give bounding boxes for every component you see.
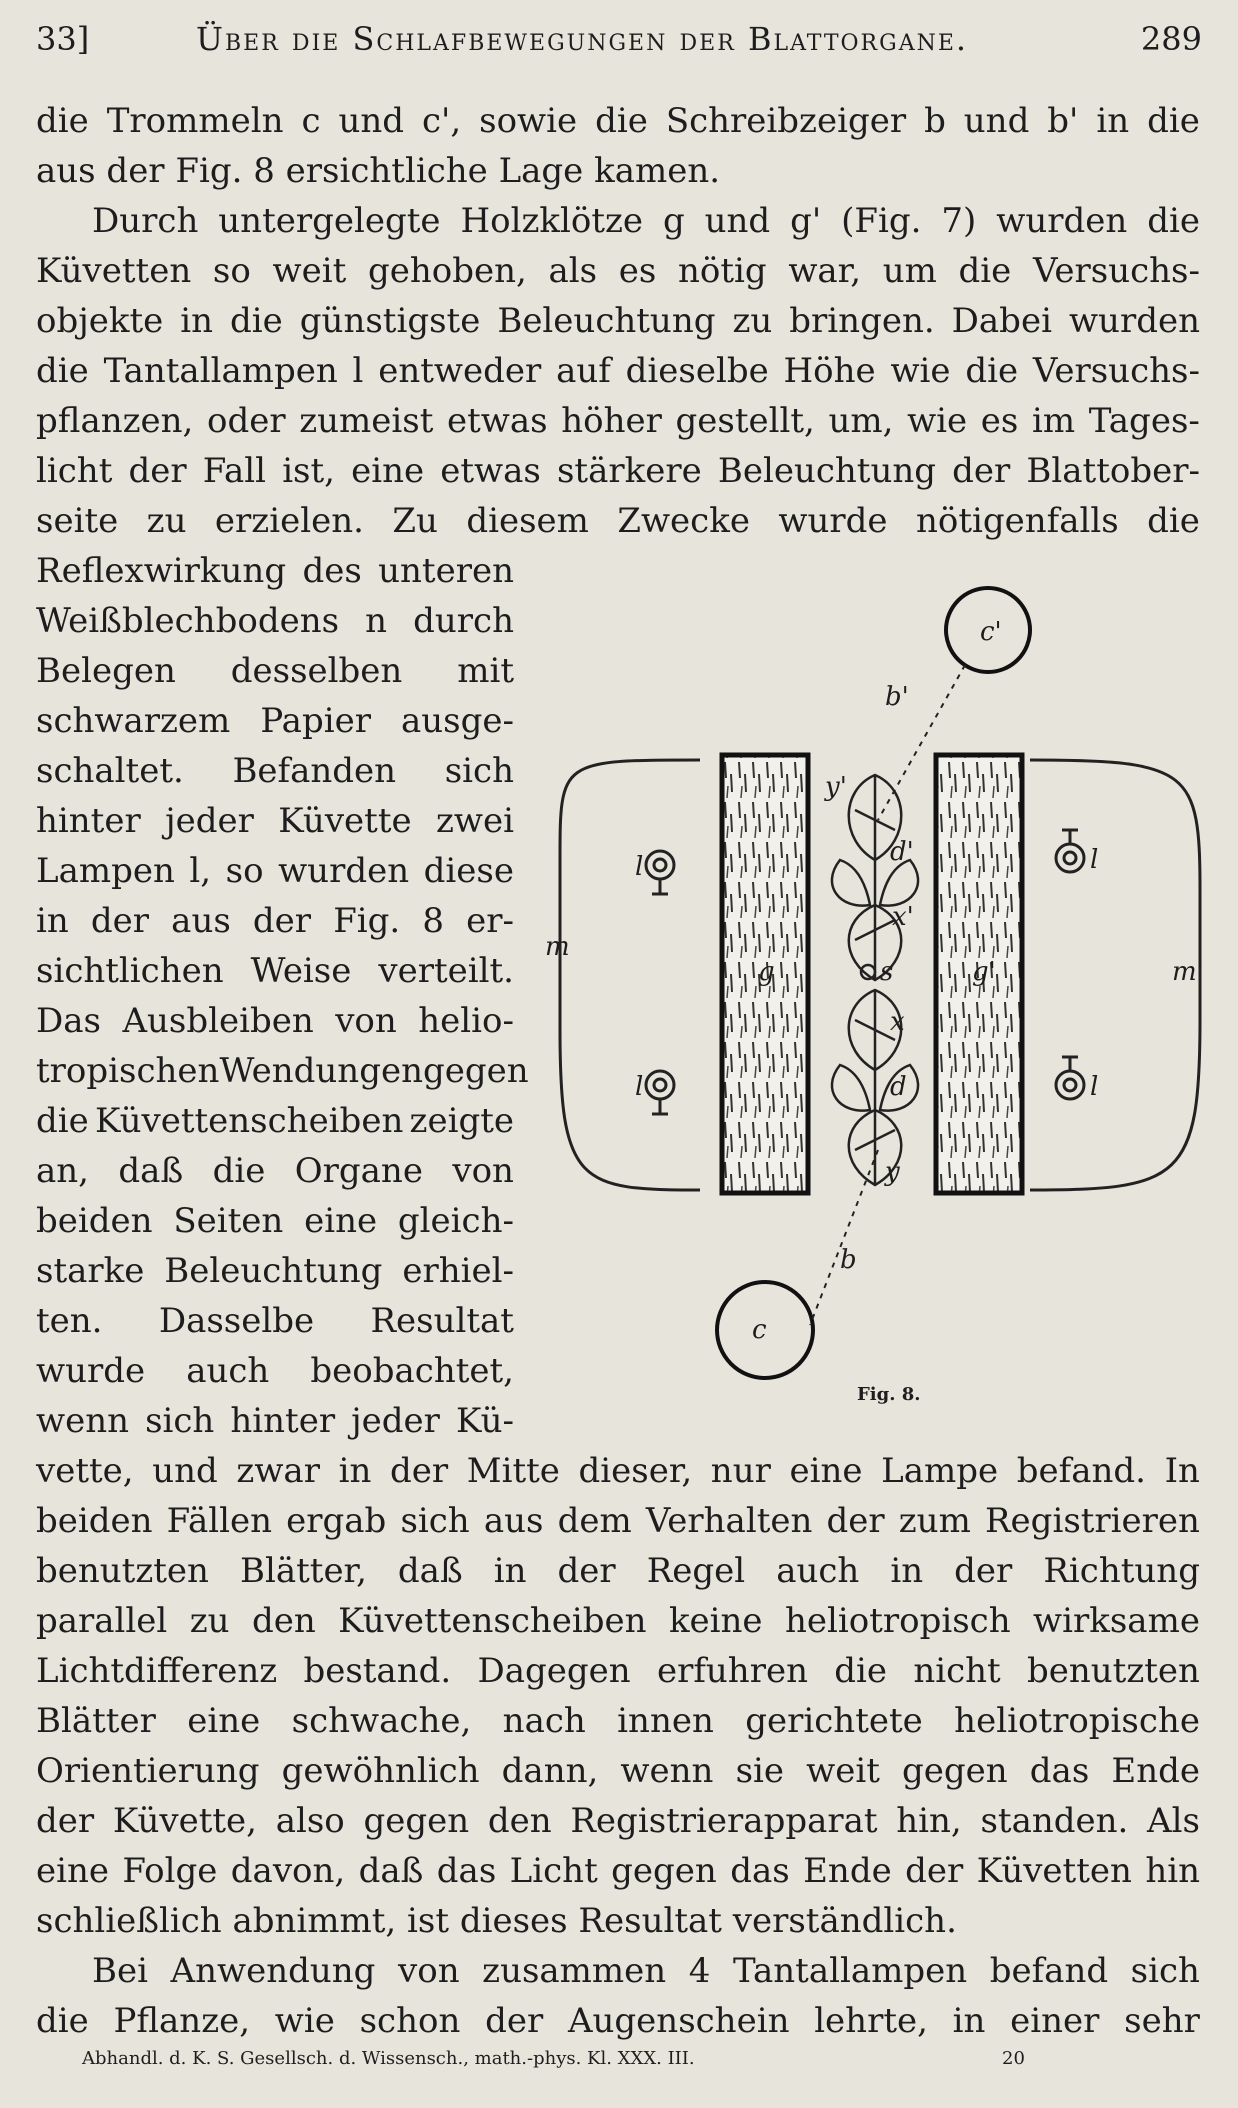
label-y-prime: y' [825,772,847,802]
label-g-prime: g' [972,957,996,987]
text-line: Das Ausbleiben von helio- [36,1001,514,1041]
label-l: l [635,852,644,882]
running-title: Über die Schlafbewegungen der Blattorgane. [196,20,969,58]
text-line: schwarzem Papier ausge- [36,701,514,741]
text-line: seite zu erzielen. Zu diesem Zwecke wurde nötigenfalls die [36,501,1200,541]
text-line: vette, und zwar in der Mitte dieser, nur eine Lampe befand. In [36,1451,1200,1491]
text-line: wenn sich hinter jeder Kü- [36,1401,514,1441]
label-g: g [758,957,775,987]
text-line: aus der Fig. 8 ersichtliche Lage kamen. [36,151,721,191]
running-header [36,20,1202,70]
text-line: die Trommeln c und c', sowie die Schreibzeiger b und b' in die [36,101,1200,141]
label-l: l [635,1072,644,1102]
section-number: 33] [36,20,90,58]
label-c: c [752,1315,767,1345]
label-b: b [840,1245,857,1275]
figure-caption: Fig. 8. [857,1384,921,1405]
label-y: y [885,1157,900,1187]
label-m: m [545,932,570,962]
text-line: benutzten Blätter, daß in der Regel auch in der Richtung [36,1551,1200,1591]
text-line: die Pflanze, wie schon der Augenschein lehrte, in einer sehr [36,2001,1200,2041]
text-line: Weißblechbodens n durch [36,601,514,641]
text-line: hinter jeder Küvette zwei [36,801,514,841]
text-line: Reflexwirkung des unteren [36,551,514,591]
page-number: 289 [1140,20,1202,58]
page-footer [82,2048,1025,2069]
label-x-prime: x' [892,902,914,932]
label-x: x [890,1007,905,1037]
pointer-b [810,1150,878,1325]
label-b-prime: b' [885,682,909,712]
text-line: Bei Anwendung von zusammen 4 Tantallampen befand sich [92,1951,1200,1991]
text-line: ten. Dasselbe Resultat [36,1301,514,1341]
text-line: Belegen desselben mit [36,651,514,691]
label-d-prime: d' [890,837,914,867]
label-l: l [1090,1072,1099,1102]
text-line: beiden Fällen ergab sich aus dem Verhalten der zum Registrieren [36,1501,1200,1541]
figure-8-diagram [540,560,1220,1420]
text-line: Blätter eine schwache, nach innen gerichtete heliotropische [36,1701,1200,1741]
label-c-prime: c' [980,617,1002,647]
text-line: Lichtdifferenz bestand. Dagegen erfuhren die nicht benutzten [36,1651,1200,1691]
text-line: in der aus der Fig. 8 er- [36,901,514,941]
label-m-prime: m' [1172,957,1204,987]
text-line: Orientierung gewöhnlich dann, wenn sie weit gegen das Ende [36,1751,1200,1791]
text-line: schaltet. Befanden sich [36,751,514,791]
text-line: die Tantallampen l entweder auf dieselbe Höhe wie die Versuchs- [36,351,1200,391]
text-line: parallel zu den Küvettenscheiben keine heliotropisch wirksame [36,1601,1200,1641]
text-line: sichtlichen Weise verteilt. [36,951,514,991]
text-line: tropischen Wendungen gegen [36,1051,529,1091]
signature-number: 20 [1002,2048,1025,2069]
text-line: objekte in die günstigste Beleuchtung zu bringen. Dabei wurden [36,301,1200,341]
text-line: wurde auch beobachtet, [36,1351,514,1391]
text-line: eine Folge davon, daß das Licht gegen das Ende der Küvetten hin [36,1851,1200,1891]
text-line: der Küvette, also gegen den Registrierapparat hin, standen. Als [36,1801,1200,1841]
label-d: d [890,1072,907,1102]
text-line: Durch untergelegte Holzklötze g und g' (Fig. 7) wurden die [92,201,1200,241]
tray-left-outline [560,760,700,1190]
footer-citation: Abhandl. d. K. S. Gesellsch. d. Wissensch., math.-phys. Kl. XXX. III. [82,2048,695,2069]
plant-leaves-top [832,775,918,980]
text-line: an, daß die Organe von [36,1151,514,1191]
label-l: l [1090,845,1099,875]
text-line: starke Beleuchtung erhiel- [36,1251,514,1291]
text-line: Küvetten so weit gehoben, als es nötig war, um die Versuchs- [36,251,1200,291]
label-s: s [880,957,894,987]
text-line: schließlich abnimmt, ist dieses Resultat verständlich. [36,1901,957,1941]
text-line: licht der Fall ist, eine etwas stärkere Beleuchtung der Blattober- [36,451,1200,491]
text-line: pflanzen, oder zumeist etwas höher gestellt, um, wie es im Tages- [36,401,1200,441]
text-line: die Küvettenscheiben zeigte [36,1101,514,1141]
text-line: beiden Seiten eine gleich- [36,1201,514,1241]
text-line: Lampen l, so wurden diese [36,851,514,891]
